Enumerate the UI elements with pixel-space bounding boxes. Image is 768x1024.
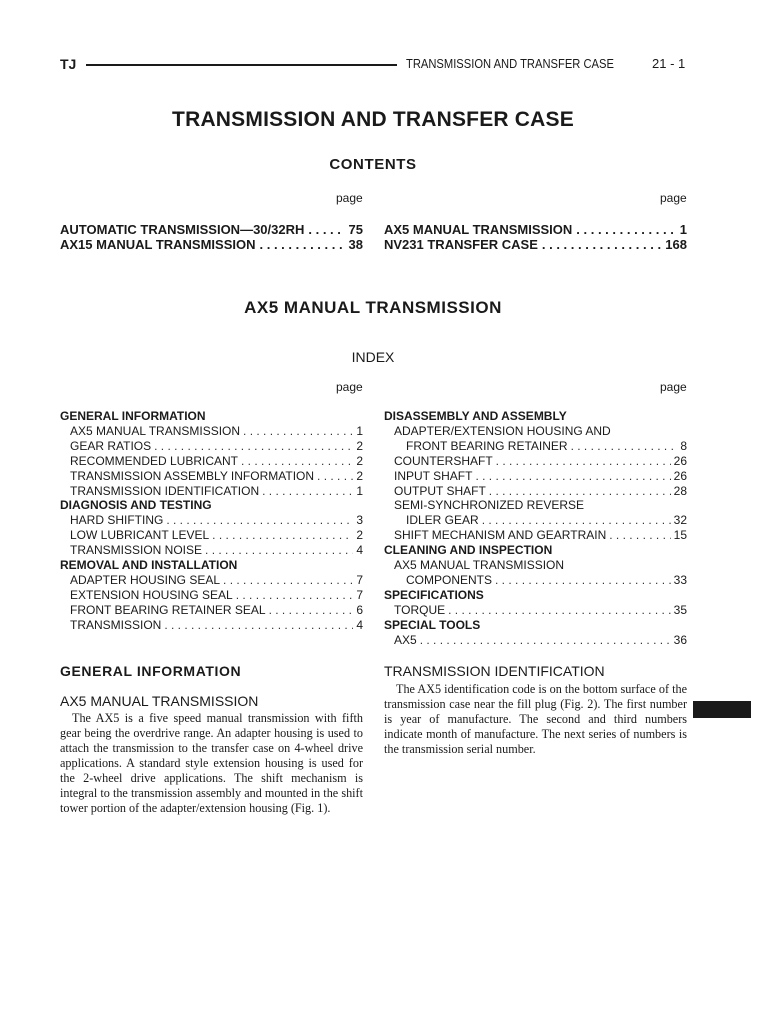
toc-entry-page: 1 [679,222,687,237]
index-entry-label: TRANSMISSION ASSEMBLY INFORMATION [70,468,315,483]
index-entry-label: TORQUE [394,602,446,617]
index-heading: INDEX [351,349,395,365]
index-entry-label: FRONT BEARING RETAINER [406,438,568,453]
index-entry[interactable] [70,484,363,498]
index-entry[interactable] [70,543,363,557]
index-category-heading [60,409,363,423]
dot-leader [489,484,671,498]
index-entry-page: 2 [356,468,363,483]
index-entry-label: FRONT BEARING RETAINER SEAL [70,602,266,617]
index-entry[interactable] [70,439,363,453]
index-entry[interactable] [406,439,687,453]
index-entry-label: TRANSMISSION [70,617,162,632]
index-entry[interactable] [406,573,687,587]
index-entry-page: 26 [673,453,687,468]
index-category-heading [384,543,687,557]
index-entry[interactable] [70,424,363,438]
dot-leader [475,469,670,483]
toc-entry[interactable] [60,237,363,252]
header-rule [86,64,397,66]
general-information-body: The AX5 is a five speed manual transmission with fifth gear being the overdrive range. An adapter housing is used to attach the transmission to the transfer case on 4-wheel drive applications. A standard style extension housing is used for the 2-wheel drive applications. The shift mechanism is integral to the transmission assembly and mounted in the shift tower portion of the adapter/extension housing (Fig. 1). [60,711,363,815]
index-entry-label: SPECIFICATIONS [384,587,484,602]
dot-leader [571,439,678,453]
index-entry[interactable] [70,618,363,632]
index-entry-label: COMPONENTS [406,572,493,587]
index-entry-page: 3 [356,513,363,528]
index-entry-label: COUNTERSHAFT [394,453,493,468]
index-entry-page: 7 [356,572,363,587]
index-entry[interactable] [70,573,363,587]
index-category-heading [384,618,687,632]
index-entry-page: 36 [673,632,687,647]
index-entry-label: LOW LUBRICANT LEVEL [70,528,210,543]
index-entry[interactable] [70,588,363,602]
index-entry-label: INPUT SHAFT [394,468,473,483]
section-title: AX5 MANUAL TRANSMISSION [244,298,502,317]
index-entry-label: ADAPTER/EXTENSION HOUSING AND [394,423,611,438]
general-information-heading: GENERAL INFORMATION [60,663,242,679]
index-entry[interactable] [70,603,363,617]
index-entry-label: IDLER GEAR [406,513,479,528]
index-page-label-right: page [660,380,687,394]
transmission-identification-heading: TRANSMISSION IDENTIFICATION [384,663,605,679]
dot-leader [260,237,345,252]
index-entry-page: 4 [356,617,363,632]
dot-leader [420,633,671,647]
index-entry-label: SHIFT MECHANISM AND GEARTRAIN [394,528,607,543]
index-entry-page: 32 [673,513,687,528]
running-header-title: TRANSMISSION AND TRANSFER CASE [406,56,614,71]
index-entry-label: AX5 MANUAL TRANSMISSION [70,423,241,438]
dot-leader [154,439,353,453]
index-entry[interactable] [394,454,687,468]
transmission-identification-body: The AX5 identification code is on the bottom surface of the transmission case near the fill plug (Fig. 2). The first number is year of manufacture. The second and third numbers indicate month of manufacture. The next series of numbers is the transmission serial number. [384,682,687,756]
index-entry[interactable] [70,454,363,468]
index-entry[interactable] [394,528,687,542]
index-entry[interactable] [394,603,687,617]
index-entry-label: GEAR RATIOS [70,438,152,453]
index-entry-label: TRANSMISSION IDENTIFICATION [70,483,260,498]
index-entry-label: DIAGNOSIS AND TESTING [60,498,212,513]
index-entry-label: HARD SHIFTING [70,513,164,528]
page-number: 21 - 1 [652,56,686,71]
index-category-heading [384,409,687,423]
index-entry-page: 33 [673,572,687,587]
index-entry-label: ADAPTER HOUSING SEAL [70,572,221,587]
toc-entry-label: NV231 TRANSFER CASE [384,237,538,252]
index-entry[interactable] [394,469,687,483]
toc-entry[interactable] [384,237,687,252]
index-entry-label: CLEANING AND INSPECTION [384,543,553,558]
toc-entry-page: 38 [348,237,363,252]
dot-leader [495,573,671,587]
toc-entry-label: AUTOMATIC TRANSMISSION—30/32RH [60,222,305,237]
contents-page-label-right: page [660,191,687,205]
index-entry-label: REMOVAL AND INSTALLATION [60,558,238,572]
dot-leader [609,528,670,542]
dot-leader [448,603,671,617]
index-entry-page: 1 [356,423,363,438]
index-entry-page: 8 [680,438,687,453]
index-category-heading [384,588,687,602]
index-entry-page: 6 [356,602,363,617]
dot-leader [212,528,353,542]
index-category-heading [60,558,363,572]
index-entry [394,558,687,572]
index-entry-label: TRANSMISSION NOISE [70,543,203,558]
dot-leader [308,222,344,237]
index-entry[interactable] [394,633,687,647]
dot-leader [205,543,353,557]
index-entry-label: EXTENSION HOUSING SEAL [70,587,233,602]
dot-leader [164,618,353,632]
contents-heading: CONTENTS [329,156,417,173]
dot-leader [542,237,661,252]
dot-leader [166,513,353,527]
dot-leader [241,454,353,468]
toc-entry-page: 168 [665,237,687,252]
index-entry[interactable] [70,528,363,542]
index-entry-label: RECOMMENDED LUBRICANT [70,453,239,468]
index-entry-label: SEMI-SYNCHRONIZED REVERSE [394,498,585,513]
dot-leader [262,484,353,498]
index-entry-label: SPECIAL TOOLS [384,617,481,632]
dot-leader [576,222,675,237]
index-entry[interactable] [406,513,687,527]
toc-entry-label: AX15 MANUAL TRANSMISSION [60,237,256,252]
page-title: TRANSMISSION AND TRANSFER CASE [172,108,574,131]
toc-entry-label: AX5 MANUAL TRANSMISSION [384,222,573,237]
index-entry-label: DISASSEMBLY AND ASSEMBLY [384,409,567,423]
index-entry-page: 2 [356,453,363,468]
index-entry-page: 2 [356,438,363,453]
index-entry-page: 2 [356,528,363,543]
index-entry[interactable] [394,484,687,498]
dot-leader [243,424,353,438]
index-entry [394,424,687,438]
dot-leader [482,513,671,527]
index-entry[interactable] [70,513,363,527]
section-thumb-tab [693,701,751,718]
contents-page-label-left: page [336,191,363,205]
toc-entry[interactable] [384,222,687,237]
index-category-heading [60,498,363,512]
index-entry-page: 28 [673,483,687,498]
index-entry-page: 15 [673,528,687,543]
running-header-code: TJ [60,56,77,72]
toc-entry[interactable] [60,222,363,237]
dot-leader [236,588,354,602]
index-entry-page: 7 [356,587,363,602]
dot-leader [496,454,671,468]
ax5-subheading: AX5 MANUAL TRANSMISSION [60,693,259,709]
index-entry-label: GENERAL INFORMATION [60,409,206,423]
dot-leader [317,469,353,483]
index-entry-label: OUTPUT SHAFT [394,483,486,498]
index-entry-label: AX5 [394,632,417,647]
index-entry [394,498,687,512]
index-entry-label: AX5 MANUAL TRANSMISSION [394,558,565,572]
index-entry-page: 1 [356,483,363,498]
index-entry-page: 26 [673,468,687,483]
index-page-label-left: page [336,380,363,394]
dot-leader [223,573,353,587]
index-entry[interactable] [70,469,363,483]
index-entry-page: 4 [356,543,363,558]
dot-leader [269,603,354,617]
toc-entry-page: 75 [348,222,363,237]
index-entry-page: 35 [673,602,687,617]
